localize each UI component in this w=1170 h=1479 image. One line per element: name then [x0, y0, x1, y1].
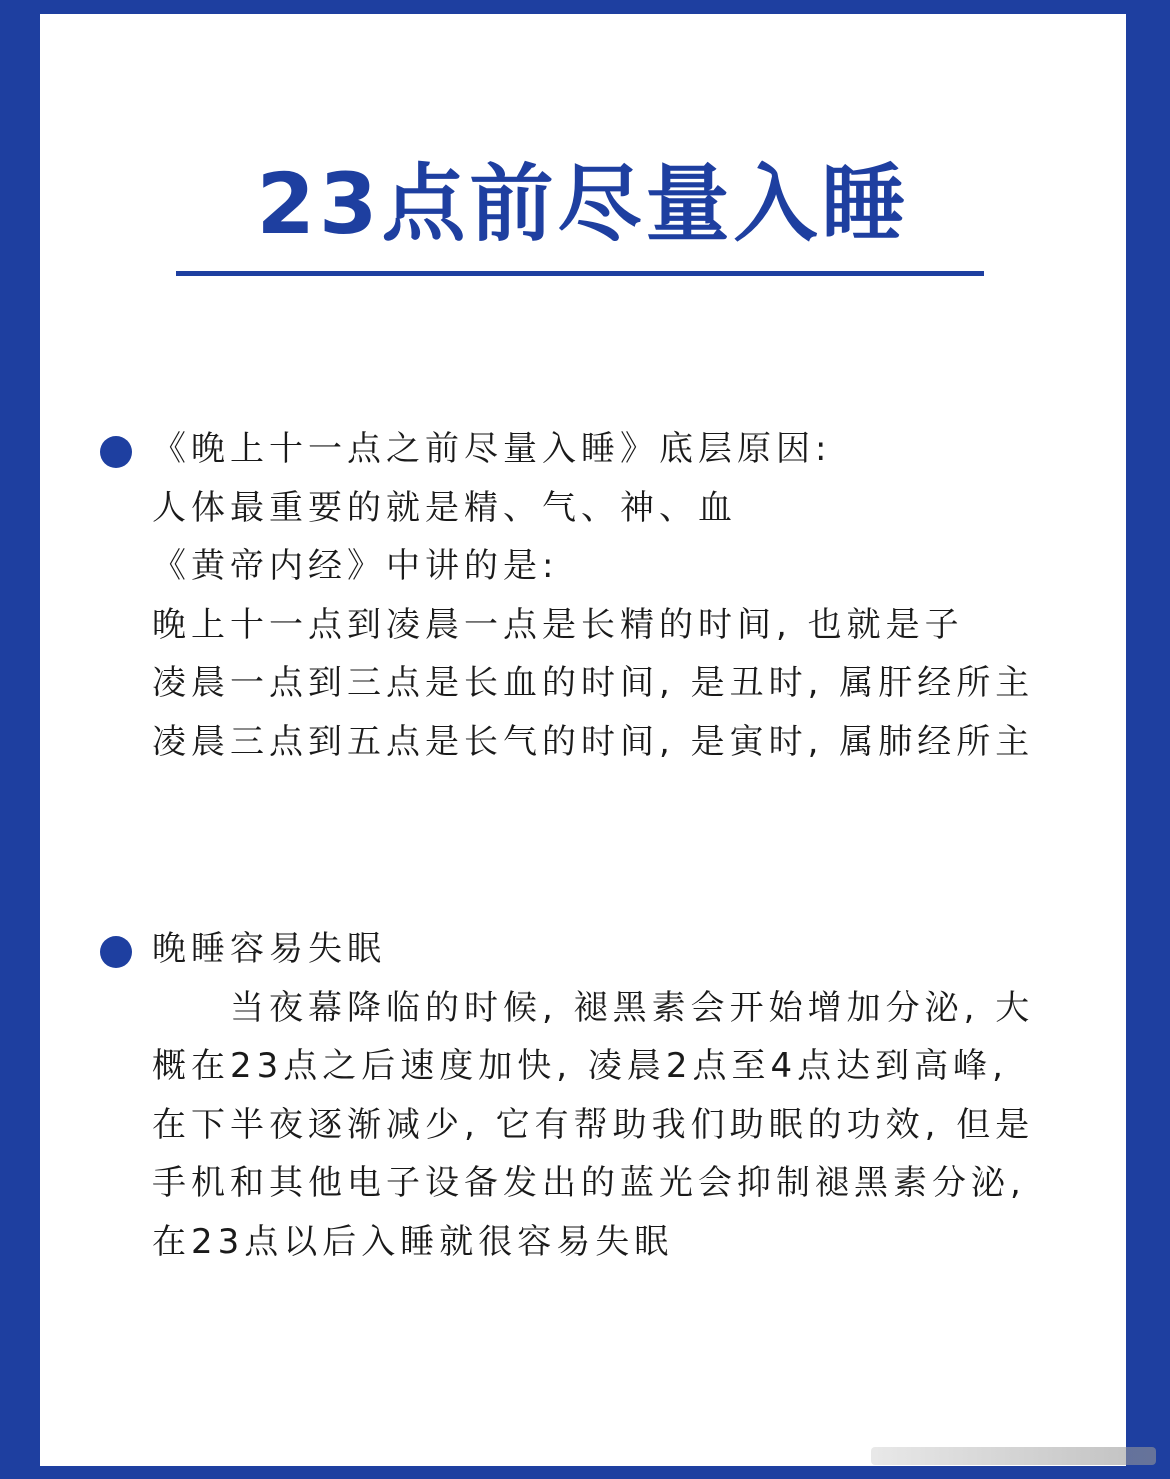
watermark	[871, 1447, 1156, 1465]
bullet-dot-icon	[100, 436, 132, 468]
paragraph-line: 《黄帝内经》中讲的是:	[152, 546, 559, 586]
paragraph-line: 概在23点之后速度加快, 凌晨2点至4点达到高峰,	[152, 1046, 1008, 1086]
section-insomnia	[152, 920, 1082, 1271]
paragraph-line: 当夜幕降临的时候, 褪黑素会开始增加分泌, 大	[230, 987, 1035, 1028]
title-underline	[176, 271, 984, 276]
section-heading: 《晚上十一点之前尽量入睡》底层原因:	[152, 429, 832, 469]
page-title: 23点前尽量入睡	[256, 155, 910, 253]
section-sleep-reasons	[152, 420, 1082, 771]
paragraph-line: 手机和其他电子设备发出的蓝光会抑制褪黑素分泌,	[152, 1163, 1026, 1203]
bullet-dot-icon	[100, 936, 132, 968]
paragraph-line: 凌晨一点到三点是长血的时间, 是丑时, 属肝经所主	[152, 663, 1035, 703]
paragraph-line: 凌晨三点到五点是长气的时间, 是寅时, 属肺经所主	[152, 721, 1035, 762]
paragraph-line: 在23点以后入睡就很容易失眠	[152, 1221, 674, 1262]
paragraph-line: 在下半夜逐渐减少, 它有帮助我们助眠的功效, 但是	[152, 1104, 1035, 1145]
section-heading: 晚睡容易失眠	[152, 929, 386, 969]
paragraph-line: 晚上十一点到凌晨一点是长精的时间, 也就是子	[152, 604, 964, 645]
paragraph-line: 人体最重要的就是精、气、神、血	[152, 487, 737, 528]
content-card	[40, 14, 1126, 1466]
